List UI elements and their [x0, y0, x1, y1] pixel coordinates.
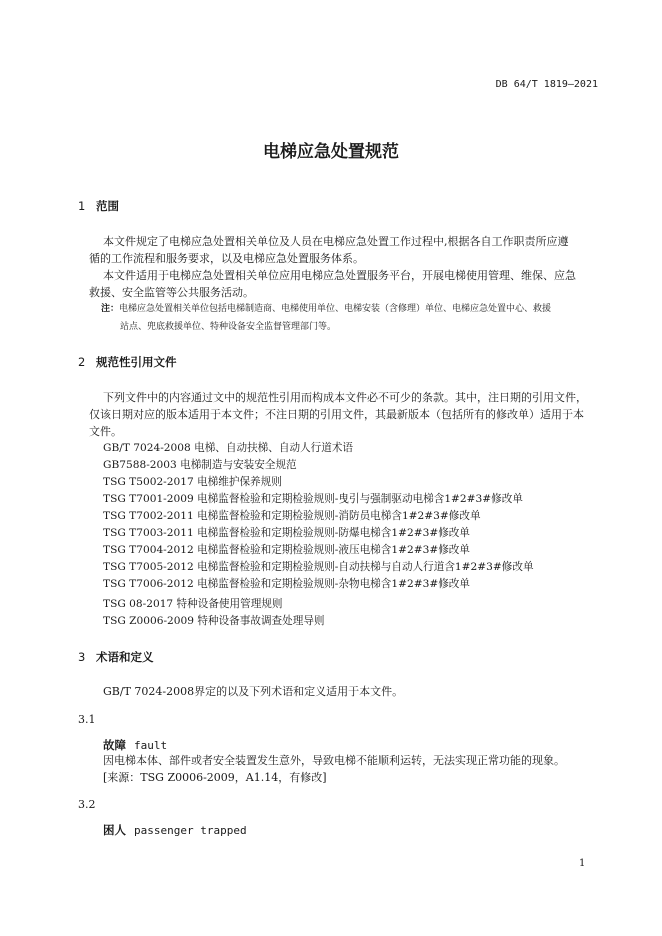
term-number: 3.1	[78, 713, 96, 726]
term-zh: 故障	[103, 738, 126, 752]
paragraph-line: 本文件适用于电梯应急处置相关单位应用电梯应急处置服务平台，开展电梯使用管理、维保、应急	[103, 269, 576, 282]
note-text-continued: 站点、兜底救援单位、特种设备安全监督管理部门等。	[120, 322, 337, 332]
section-title: 术语和定义	[96, 650, 154, 664]
reference-item: TSG T5002-2017 电梯维护保养规则	[103, 476, 282, 488]
paragraph-line: 下列文件中的内容通过文中的规范性引用而构成本文件必不可少的条款。其中，注日期的引用文件，	[103, 391, 587, 404]
section-number: 2	[78, 355, 86, 369]
term-number: 3.2	[78, 798, 96, 811]
reference-item: TSG T7006-2012 电梯监督检验和定期检验规则-杂物电梯含1#2#3#修改单	[103, 578, 470, 590]
term-en: passenger trapped	[134, 824, 247, 837]
section-number: 3	[78, 650, 86, 664]
page-number: 1	[579, 858, 586, 869]
note-text: 电梯应急处置相关单位包括电梯制造商、电梯使用单位、电梯安装（含修理）单位、电梯应急处置中心、救援	[119, 304, 552, 314]
term-heading	[103, 737, 167, 753]
reference-item: TSG T7003-2011 电梯监督检验和定期检验规则-防爆电梯含1#2#3#修改单	[103, 527, 470, 539]
reference-item: TSG T7002-2011 电梯监督检验和定期检验规则-消防员电梯含1#2#3#修改单	[103, 510, 481, 522]
term-definition: 因电梯本体、部件或者安全装置发生意外，导致电梯不能顺利运转，无法实现正常功能的现象。	[103, 754, 565, 767]
term-en: fault	[134, 739, 168, 752]
paragraph-line: 循的工作流程和服务要求，以及电梯应急处置服务体系。	[89, 252, 364, 265]
reference-item: TSG T7004-2012 电梯监督检验和定期检验规则-液压电梯含1#2#3#修改单	[103, 544, 470, 556]
term-source: [来源：TSG Z0006-2009，A1.14，有修改]	[103, 771, 327, 784]
reference-item: TSG Z0006-2009 特种设备事故调查处理导则	[103, 615, 325, 627]
section-title: 规范性引用文件	[96, 355, 177, 369]
paragraph-line: 本文件规定了电梯应急处置相关单位及人员在电梯应急处置工作过程中,根据各自工作职责所应遵	[103, 235, 569, 248]
term-heading	[103, 822, 247, 838]
section-title: 范围	[96, 199, 119, 213]
section-1-heading	[78, 198, 119, 214]
section-number: 1	[78, 199, 86, 213]
reference-item: TSG 08-2017 特种设备使用管理规则	[103, 598, 283, 610]
paragraph-line: 仅该日期对应的版本适用于本文件；不注日期的引用文件，其最新版本（包括所有的修改单）适用于本	[89, 408, 584, 421]
section-2-heading	[78, 354, 177, 370]
reference-item: TSG T7001-2009 电梯监督检验和定期检验规则-曳引与强制驱动电梯含1#2#3#修改单	[103, 493, 523, 505]
section-3-heading	[78, 649, 154, 665]
reference-item: TSG T7005-2012 电梯监督检验和定期检验规则-自动扶梯与自动人行道含1#2#3#修改单	[103, 561, 534, 573]
paragraph-line: 救援、安全监管等公共服务活动。	[89, 286, 254, 299]
reference-item: GB/T 7024-2008 电梯、自动扶梯、自动人行道术语	[103, 442, 354, 454]
note-label: 注：	[101, 304, 120, 314]
note	[101, 300, 551, 318]
standard-number: DB 64/T 1819—2021	[495, 79, 598, 90]
reference-item: GB7588-2003 电梯制造与安装安全规范	[103, 459, 297, 471]
paragraph-line: 文件。	[89, 425, 122, 438]
term-zh: 困人	[103, 823, 126, 837]
terms-intro: GB/T 7024-2008界定的以及下列术语和定义适用于本文件。	[103, 685, 404, 698]
document-title: 电梯应急处置规范	[263, 142, 399, 162]
